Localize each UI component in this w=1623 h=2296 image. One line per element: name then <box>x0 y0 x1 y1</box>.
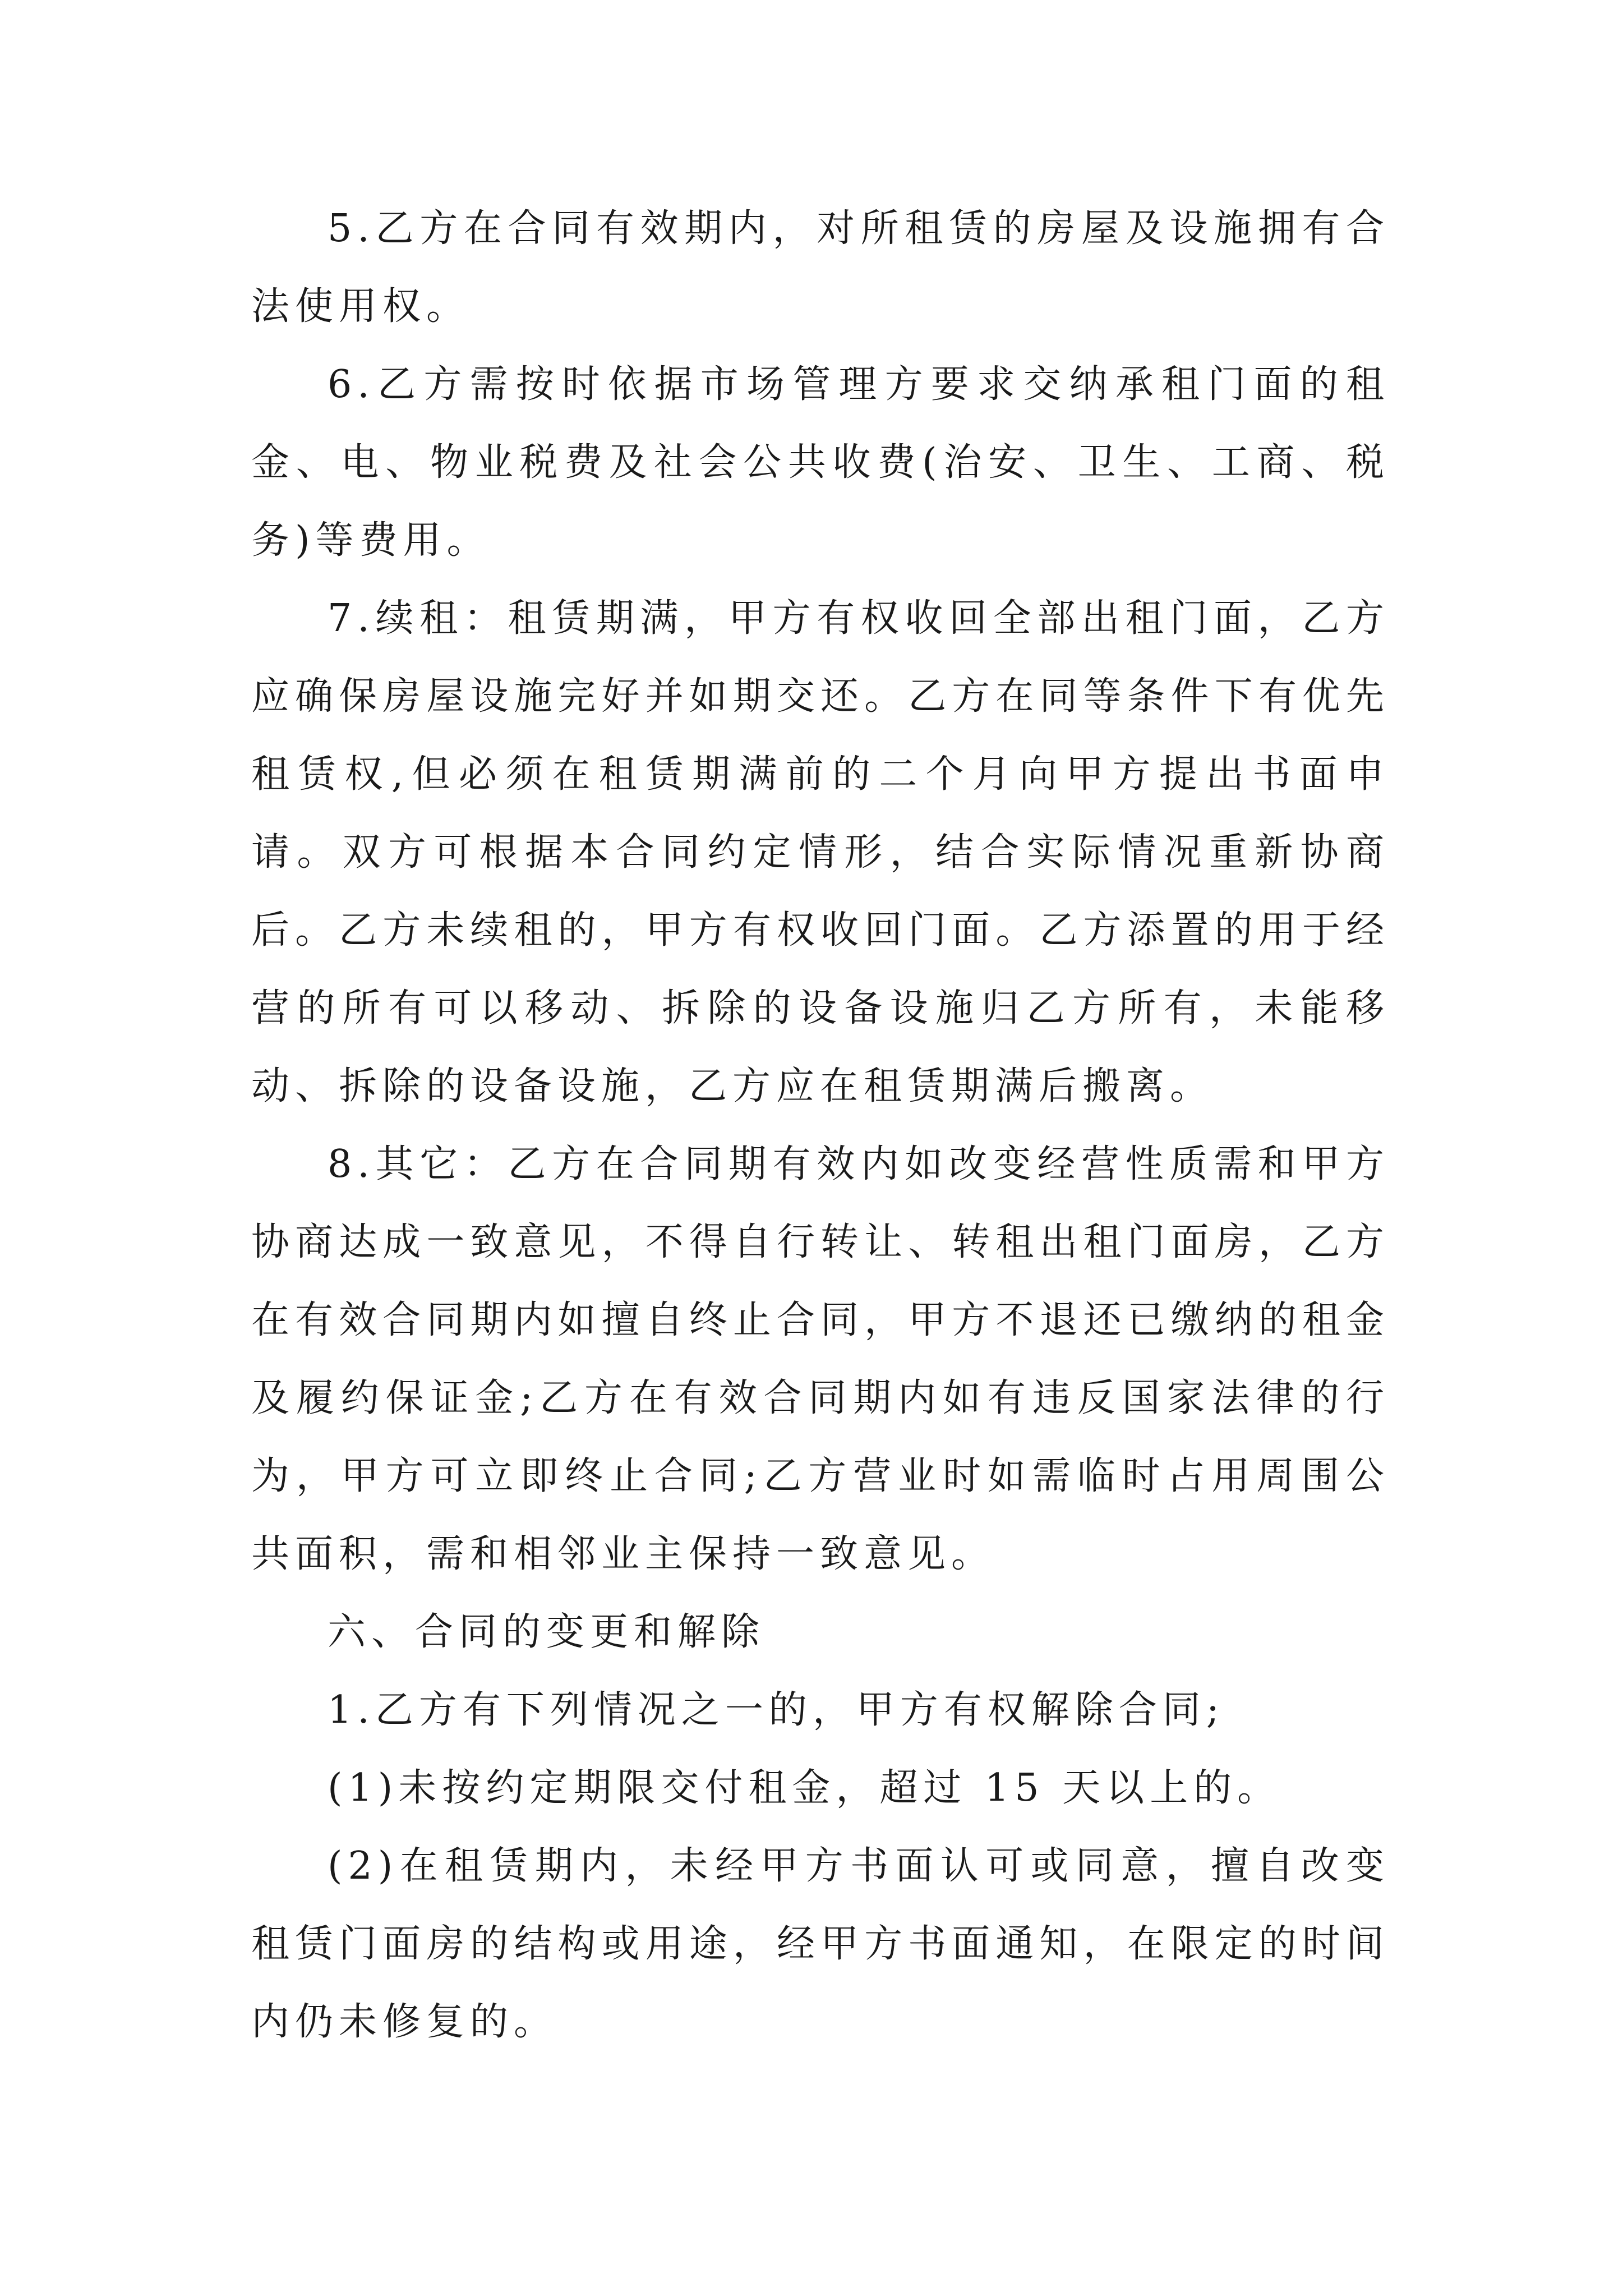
section-heading-contract-change: 六、合同的变更和解除 <box>328 1610 766 1654</box>
clause-change-1: 1.乙方有下列情况之一的，甲方有权解除合同; <box>328 1688 1225 1732</box>
clause-7-renewal: 7.续租：租赁期满，甲方有权收回全部出租门面，乙方应确保房屋设施完好并如期交还。乙方在同等条件下有优先租赁权,但必须在租赁期满前的二个月向甲方提出书面申请。双方可根据本合同约定情形，结合实际情况重新协商后。乙方未续租的，甲方有权收回门面。乙方添置的用于经营的所有可以移动、拆除的设备设施归乙方所有，未能移动、拆除的设备设施，乙方应在租赁期满后搬离。 <box>251 596 1390 1108</box>
clause-change-1-item-1: (1)未按约定期限交付租金，超过 15 天以上的。 <box>328 1766 1281 1810</box>
document-body <box>251 190 1390 2061</box>
clause-5: 5.乙方在合同有效期内，对所租赁的房屋及设施拥有合法使用权。 <box>251 206 1390 329</box>
clause-change-1-item-2: (2)在租赁期内，未经甲方书面认可或同意，擅自改变租赁门面房的结构或用途，经甲方书面通知，在限定的时间内仍未修复的。 <box>251 1844 1390 2044</box>
clause-6: 6.乙方需按时依据市场管理方要求交纳承租门面的租金、电、物业税费及社会公共收费(治安、卫生、工商、税务)等费用。 <box>251 362 1390 563</box>
clause-8-other: 8.其它：乙方在合同期有效内如改变经营性质需和甲方协商达成一致意见，不得自行转让、转租出租门面房，乙方在有效合同期内如擅自终止合同，甲方不退还已缴纳的租金及履约保证金;乙方在有效合同期内如有违反国家法律的行为，甲方可立即终止合同;乙方营业时如需临时占用周围公共面积，需和相邻业主保持一致意见。 <box>251 1142 1390 1576</box>
